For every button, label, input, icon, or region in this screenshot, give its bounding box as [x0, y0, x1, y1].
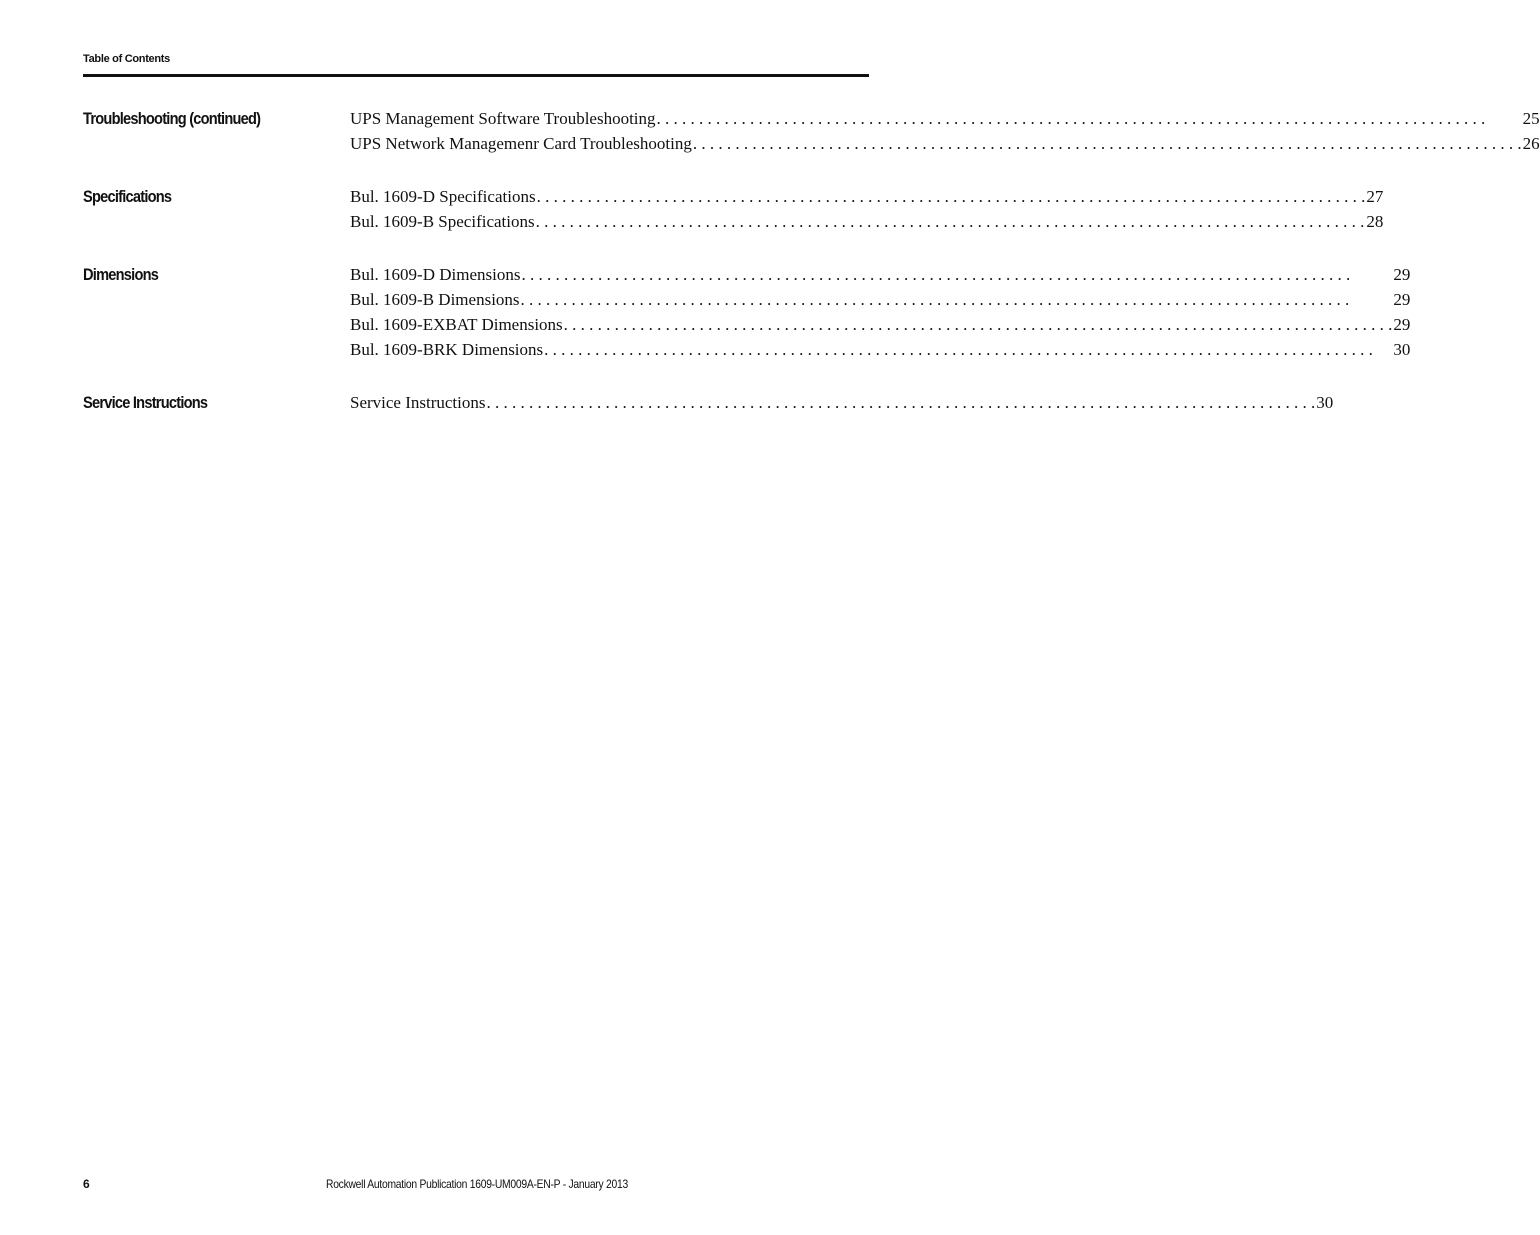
- running-head: Table of Contents: [83, 53, 170, 65]
- section-title: Troubleshooting (continued): [83, 109, 261, 128]
- toc-section-specifications: [83, 184, 1384, 234]
- dot-leader: [521, 262, 1392, 287]
- toc-section-dimensions: [83, 262, 1411, 362]
- toc-entry-label: Bul. 1609-D Dimensions: [350, 265, 521, 284]
- dot-leader: [544, 337, 1392, 362]
- toc-entry[interactable]: [350, 287, 1410, 312]
- toc-entry-label: Bul. 1609-EXBAT Dimensions: [350, 315, 563, 334]
- header-rule: [83, 74, 869, 77]
- dot-leader: [693, 131, 1522, 156]
- toc-section-service-instructions: [83, 390, 1334, 415]
- section-entries: [350, 390, 1333, 415]
- section-title: Service Instructions: [83, 393, 208, 412]
- toc-entry-label: Service Instructions: [350, 393, 486, 412]
- table-of-contents: [83, 106, 1540, 443]
- dot-leader: [536, 209, 1366, 234]
- toc-entry-page: 29: [1393, 265, 1411, 284]
- toc-entry[interactable]: [350, 337, 1410, 362]
- toc-entry-label: Bul. 1609-D Specifications: [350, 187, 536, 206]
- toc-entry-label: Bul. 1609-BRK Dimensions: [350, 340, 544, 359]
- section-entries: [350, 262, 1410, 362]
- toc-entry[interactable]: [350, 106, 1540, 131]
- section-entries: [350, 184, 1383, 234]
- toc-entry-page: 29: [1393, 315, 1411, 334]
- footer-page-number: 6: [83, 1177, 90, 1191]
- toc-entry-page: 29: [1393, 290, 1411, 309]
- toc-entry-page: 28: [1366, 212, 1384, 231]
- toc-entry[interactable]: [350, 184, 1383, 209]
- dot-leader: [521, 287, 1393, 312]
- toc-entry[interactable]: [350, 262, 1410, 287]
- toc-entry[interactable]: [350, 390, 1333, 415]
- toc-entry-label: UPS Management Software Troubleshooting: [350, 109, 656, 128]
- toc-entry[interactable]: [350, 209, 1383, 234]
- footer-publication: Rockwell Automation Publication 1609-UM009A-EN-P - January 2013: [326, 1177, 628, 1191]
- toc-entry-page: 30: [1316, 393, 1334, 412]
- toc-entry[interactable]: [350, 131, 1540, 156]
- toc-entry-page: 27: [1366, 187, 1384, 206]
- section-title: Dimensions: [83, 265, 159, 284]
- toc-entry-page: 25: [1522, 109, 1540, 128]
- dot-leader: [564, 312, 1393, 337]
- toc-entry-label: Bul. 1609-B Specifications: [350, 212, 535, 231]
- dot-leader: [657, 106, 1522, 131]
- toc-entry-label: Bul. 1609-B Dimensions: [350, 290, 520, 309]
- toc-entry-page: 30: [1393, 340, 1411, 359]
- dot-leader: [537, 184, 1366, 209]
- toc-entry[interactable]: [350, 312, 1410, 337]
- toc-entry-label: UPS Network Managemenr Card Troubleshooting: [350, 134, 692, 153]
- section-title: Specifications: [83, 187, 172, 206]
- section-entries: [350, 106, 1540, 156]
- dot-leader: [487, 390, 1316, 415]
- toc-section-troubleshooting: [83, 106, 1540, 156]
- toc-entry-page: 26: [1522, 134, 1540, 153]
